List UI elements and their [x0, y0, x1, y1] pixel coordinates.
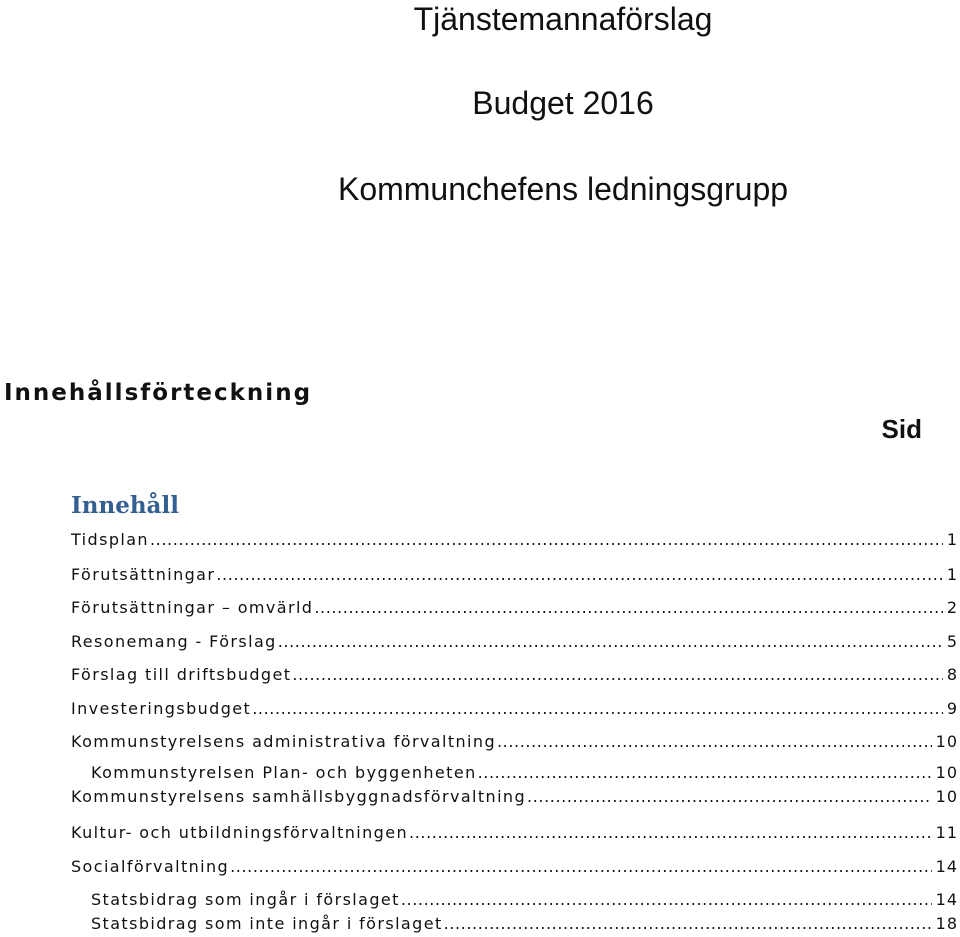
toc-entry-plan-och-byggenheten[interactable]: [91, 763, 958, 785]
toc-entry-socialforvaltning[interactable]: [71, 857, 958, 879]
toc-entry-label: Statsbidrag som inte ingår i förslaget: [91, 914, 443, 933]
toc-entry-page: 10: [935, 763, 958, 782]
toc-entry-page: 2: [946, 598, 958, 617]
toc-dot-leader: [527, 787, 932, 806]
toc-entry-label: Kultur- och utbildningsförvaltningen: [71, 823, 409, 842]
toc-dot-leader: [216, 565, 942, 584]
toc-entry-administrativa-forvaltning[interactable]: [71, 732, 958, 754]
toc-entry-page: 10: [935, 732, 958, 751]
toc-entry-page: 14: [935, 890, 958, 909]
toc-dot-leader: [497, 732, 932, 751]
toc-entry-label: Kommunstyrelsen Plan- och byggenheten: [91, 763, 477, 782]
toc-entry-forutsattningar-omvarld[interactable]: [71, 598, 958, 620]
document-title: Tjänstemannaförslag: [413, 1, 713, 37]
group-title: Kommunchefens ledningsgrupp: [337, 171, 789, 207]
toc-entry-statsbidrag-ingar-inte[interactable]: [91, 914, 958, 936]
toc-entry-driftsbudget[interactable]: [71, 665, 958, 687]
toc-entry-page: 10: [935, 787, 958, 806]
toc-entry-resonemang-forslag[interactable]: [71, 632, 958, 654]
budget-year-title: Budget 2016: [472, 85, 654, 121]
toc-entry-label: Kommunstyrelsens samhällsbyggnadsförvaltning: [71, 787, 527, 806]
toc-entry-label: Kommunstyrelsens administrativa förvaltning: [71, 732, 496, 751]
toc-entry-label: Förslag till driftsbudget: [71, 665, 292, 684]
toc-entry-page: 18: [935, 914, 958, 933]
toc-entry-page: 14: [935, 857, 958, 876]
toc-heading: Innehållsförteckning: [4, 380, 313, 406]
page-column-label: Sid: [881, 414, 922, 444]
toc-entry-label: Statsbidrag som ingår i förslaget: [91, 890, 400, 909]
toc-entry-label: Resonemang - Förslag: [71, 632, 277, 651]
toc-section-title: Innehåll: [71, 492, 179, 519]
toc-entry-page: 8: [946, 665, 958, 684]
toc-entry-forutsattningar[interactable]: [71, 565, 958, 587]
toc-entry-statsbidrag-ingar[interactable]: [91, 890, 958, 912]
toc-entry-page: 9: [946, 699, 958, 718]
toc-entry-label: Förutsättningar – omvärld: [71, 598, 314, 617]
toc-entry-investeringsbudget[interactable]: [71, 699, 958, 721]
toc-entry-page: 1: [946, 565, 958, 584]
toc-entry-label: Tidsplan: [71, 530, 149, 549]
toc-entry-page: 1: [946, 530, 958, 549]
toc-entry-label: Socialförvaltning: [71, 857, 230, 876]
toc-dot-leader: [409, 823, 932, 842]
toc-entry-page: 5: [946, 632, 958, 651]
toc-dot-leader: [278, 632, 943, 651]
toc-dot-leader: [150, 530, 943, 549]
toc-entry-tidsplan[interactable]: [71, 530, 958, 552]
toc-entry-label: Investeringsbudget: [71, 699, 252, 718]
toc-dot-leader: [252, 699, 943, 718]
toc-entry-samhallsbyggnadsforvaltning[interactable]: [71, 787, 958, 809]
toc-dot-leader: [444, 914, 932, 933]
toc-dot-leader: [478, 763, 932, 782]
toc-dot-leader: [292, 665, 942, 684]
toc-entry-label: Förutsättningar: [71, 565, 216, 584]
toc-entry-page: 11: [935, 823, 958, 842]
toc-entry-kultur-och-utbildning[interactable]: [71, 823, 958, 845]
toc-dot-leader: [401, 890, 932, 909]
toc-dot-leader: [230, 857, 932, 876]
toc-dot-leader: [314, 598, 942, 617]
